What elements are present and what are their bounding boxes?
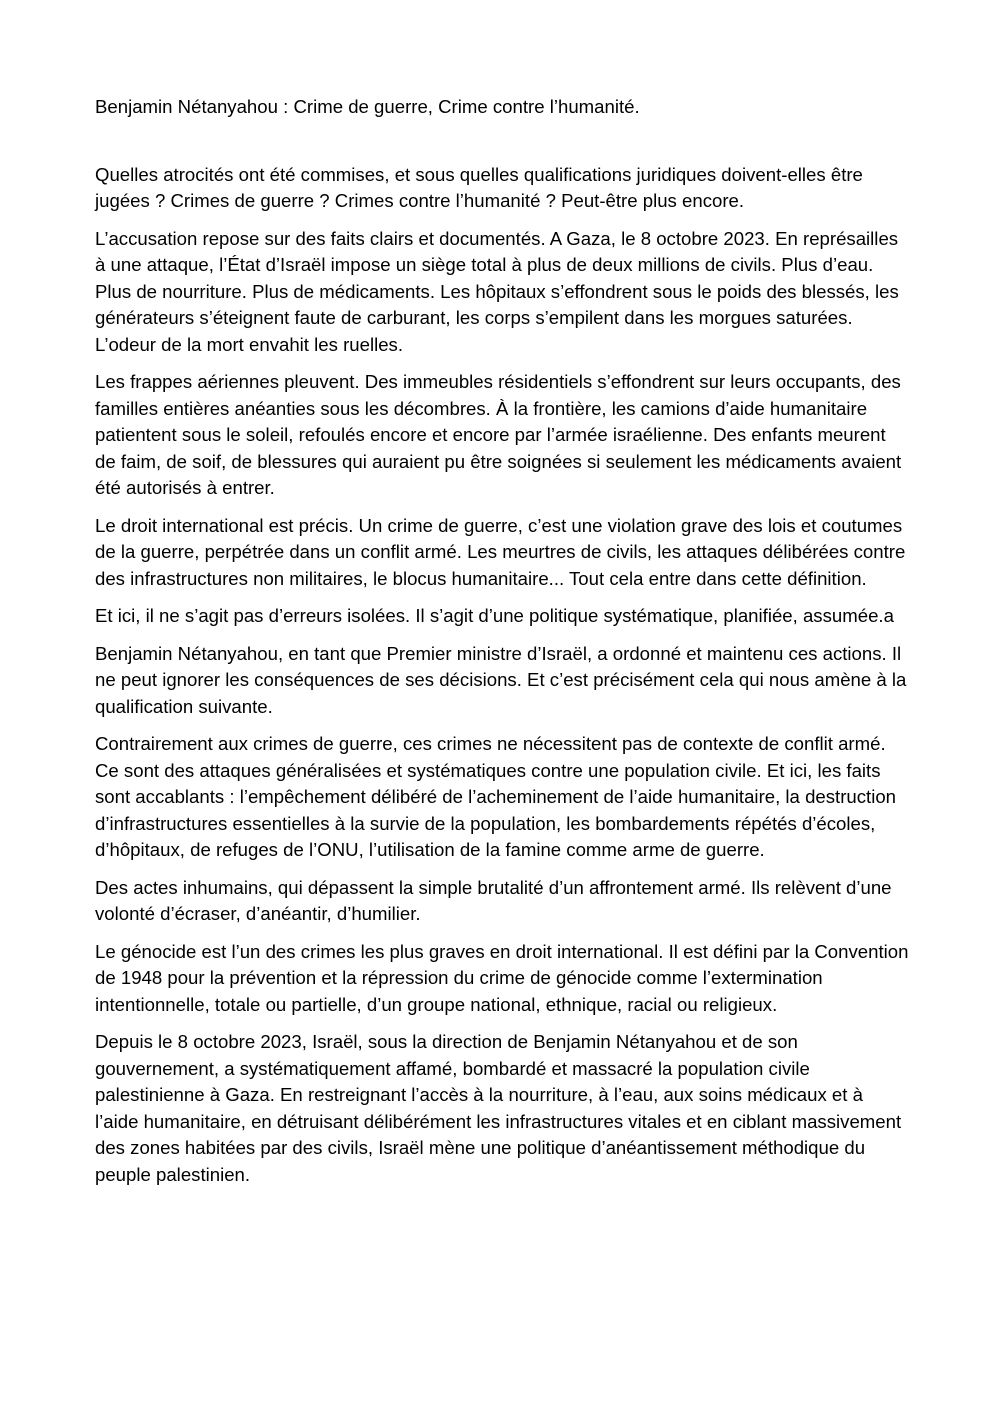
paragraph: Le génocide est l’un des crimes les plus graves en droit international. Il est défini par la Convention de 1948 pour la prévention et la répression du crime de génocide comme l’extermination intentionnelle, totale ou partielle, d’un groupe national, ethnique, racial ou religieux. [95, 940, 909, 1015]
paragraph: Benjamin Nétanyahou, en tant que Premier ministre d’Israël, a ordonné et maintenu ces actions. Il ne peut ignorer les conséquences de ses décisions. Et c’est précisément cela qui nous amène à la qualification suivante. [95, 642, 907, 717]
paragraph: Et ici, il ne s’agit pas d’erreurs isolées. Il s’agit d’une politique systématique, planifiée, assumée.a [95, 605, 894, 626]
paragraph: Le droit international est précis. Un crime de guerre, c’est une violation grave des lois et coutumes de la guerre, perpétrée dans un conflit armé. Les meurtres de civils, les attaques délibérées contre des infrastructures non militaires, le blocus humanitaire... Tout cela entre dans cette définition. [95, 514, 906, 589]
paragraph: Depuis le 8 octobre 2023, Israël, sous la direction de Benjamin Nétanyahou et de son gouvernement, a systématiquement affamé, bombardé et massacré la population civile palestinienne à Gaza. En restreignant l’accès à la nourriture, à l’eau, aux soins médicaux et à l’aide humanitaire, en détruisant délibérément les infrastructures vitales et en ciblant massivement des zones habitées par des civils, Israël mène une politique d’anéantissement méthodique du peuple palestinien. [95, 1031, 902, 1185]
paragraph: Contrairement aux crimes de guerre, ces crimes ne nécessitent pas de contexte de conflit armé. Ce sont des attaques généralisées et systématiques contre une population civile. Et ici, les faits sont accablants : l’empêchement délibéré de l’acheminement de l’aide humanitaire, la destruction d’infrastructures essentielles à la survie de la population, les bombardements répétés d’écoles, d’hôpitaux, de refuges de l’ONU, l’utilisation de la famine comme arme de guerre. [95, 733, 897, 860]
paragraph: L’accusation repose sur des faits clairs et documentés. A Gaza, le 8 octobre 2023. En représailles à une attaque, l’État d’Israël impose un siège total à plus de deux millions de civils. Plus d’eau. Plus de nourriture. Plus de médicaments. Les hôpitaux s’effondrent sous le poids des blessés, les générateurs s’éteignent faute de carburant, les corps s’empilent dans les morgues saturées. L’odeur de la mort envahit les ruelles. [95, 227, 899, 355]
paragraph: Les frappes aériennes pleuvent. Des immeubles résidentiels s’effondrent sur leurs occupants, des familles entières anéanties sous les décombres. À la frontière, les camions d’aide humanitaire patientent sous le soleil, refoulés encore et encore par l’armée israélienne. Des enfants meurent de faim, de soif, de blessures qui auraient pu être soignées si seulement les médicaments avaient été autorisés à entrer. [95, 371, 902, 498]
paragraph: Des actes inhumains, qui dépassent la simple brutalité d’un affrontement armé. Ils relèvent d’une volonté d’écraser, d’anéantir, d’humilier. [95, 876, 892, 924]
paragraph: Quelles atrocités ont été commises, et sous quelles qualifications juridiques doivent-elles être jugées ? Crimes de guerre ? Crimes contre l’humanité ? Peut-être plus encore. [95, 163, 863, 211]
document-title: Benjamin Nétanyahou : Crime de guerre, Crime contre l’humanité. [95, 96, 640, 117]
document-body [95, 94, 910, 1199]
